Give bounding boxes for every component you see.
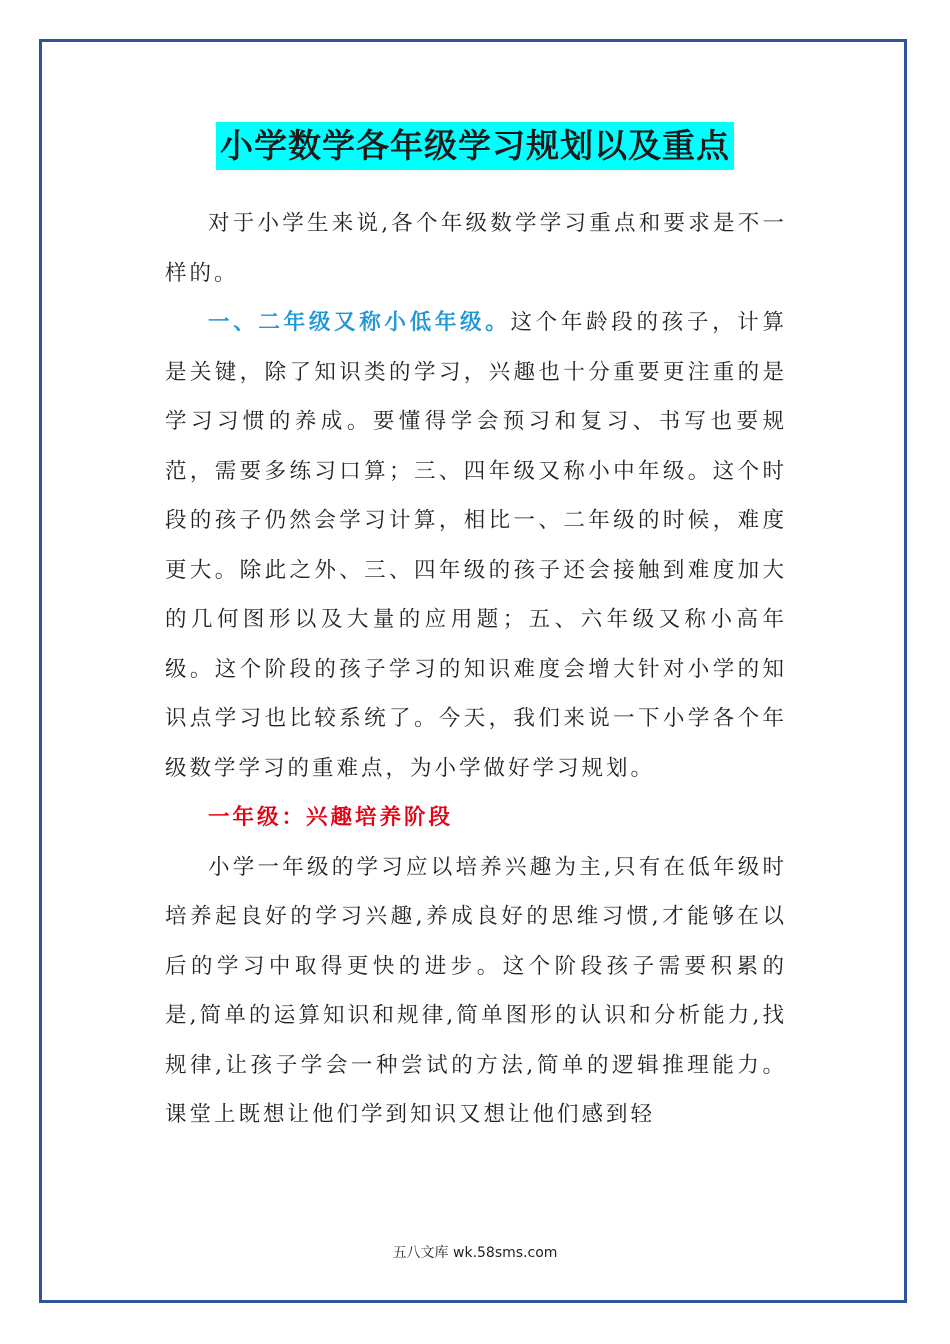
grade1-paragraph: 小学一年级的学习应以培养兴趣为主,只有在低年级时培养起良好的学习兴趣,养成良好的思维习惯,才能够在以后的学习中取得更快的进步。这个阶段孩子需要积累的是,简单的运算知识和规律,简单图形的认识和分析能力,找规律,让孩子学会一种尝试的方法,简单的逻辑推理能力。课堂上既想让他们学到知识又想让他们感到轻: [165, 854, 787, 1127]
title-container: [0, 122, 950, 170]
intro-paragraph: 对于小学生来说,各个年级数学学习重点和要求是不一样的。: [165, 211, 787, 286]
section1-body: 这个年龄段的孩子，计算是关键，除了知识类的学习，兴趣也十分重要更注重的是学习习惯的养成。要懂得学会预习和复习、书写也要规范，需要多练习口算；三、四年级又称小中年级。这个时段的孩子仍然会学习计算，相比一、二年级的时候，难度更大。除此之外、三、四年级的孩子还会接触到难度加大的几何图形以及大量的应用题；五、六年级又称小高年级。这个阶段的孩子学习的知识难度会增大针对小学的知识点学习也比较系统了。今天，我们来说一下小学各个年级数学学习的重难点，为小学做好学习规划。: [165, 310, 787, 781]
page-title: 小学数学各年级学习规划以及重点: [216, 122, 734, 170]
section1-heading: 一、二年级又称小低年级。: [208, 310, 511, 335]
grade1-heading: 一年级：兴趣培养阶段: [208, 805, 454, 830]
footer-watermark: 五八文库 wk.58sms.com: [392, 1245, 558, 1261]
section1-paragraph: [165, 298, 787, 793]
document-body: [165, 199, 787, 1140]
